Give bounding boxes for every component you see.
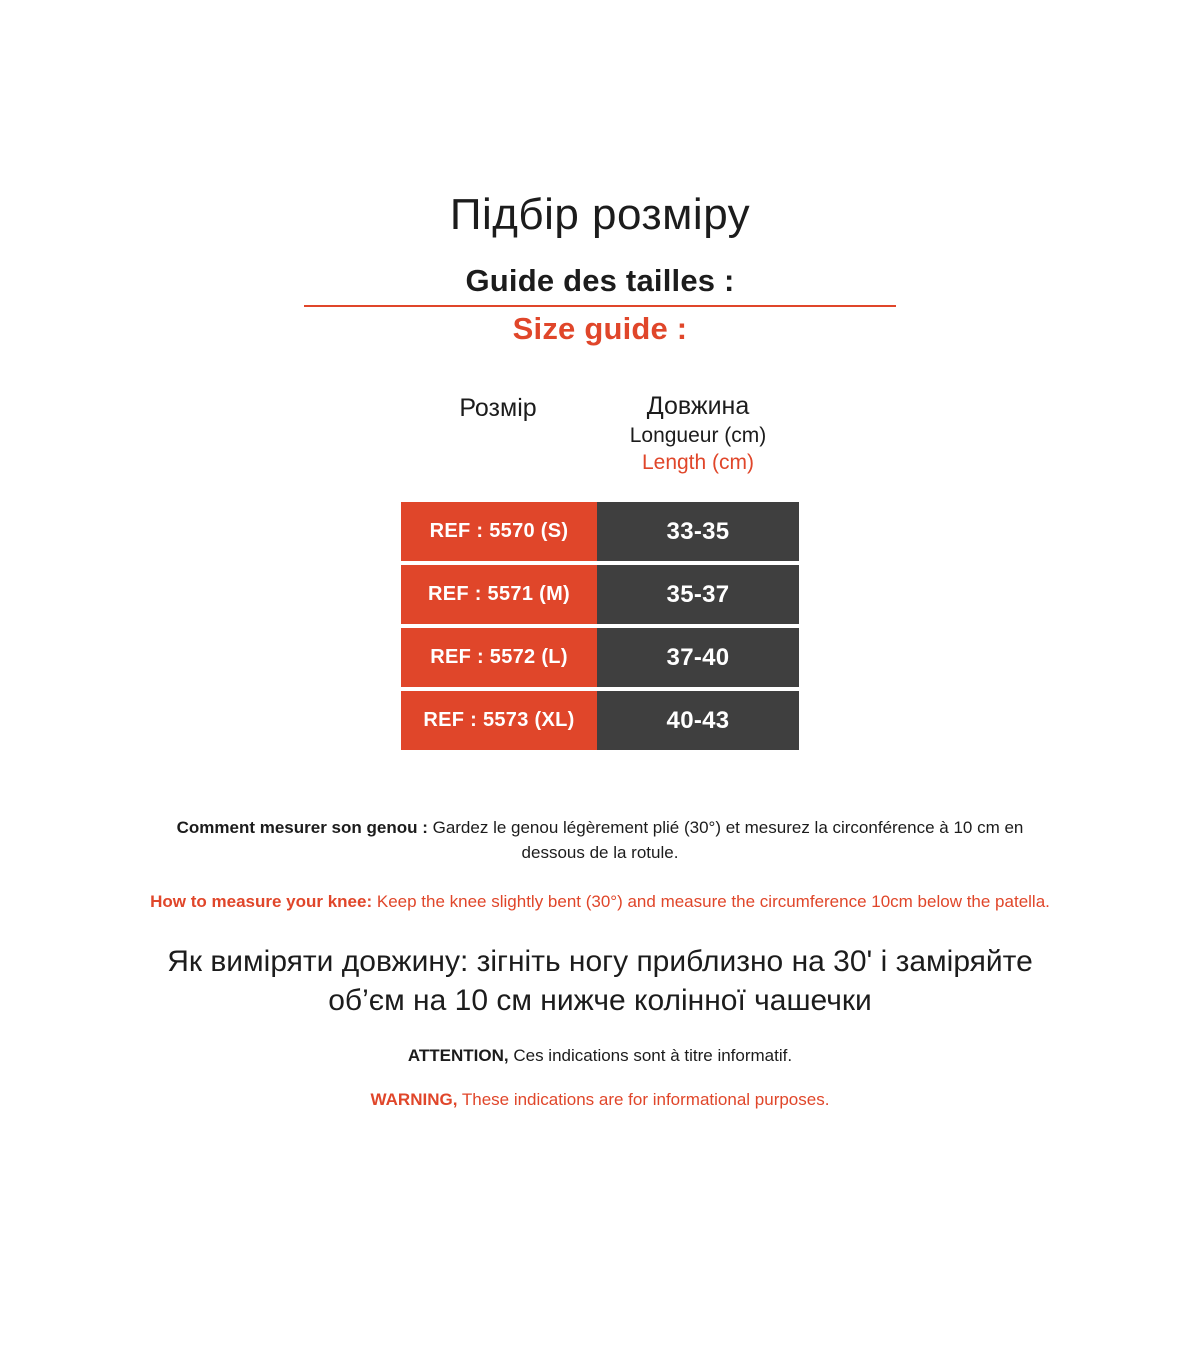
table-row [400,628,800,687]
title-divider [304,305,896,307]
header-size-ua: Розмір [459,393,537,422]
page-title-ua: Підбір розміру [449,190,751,239]
table-header-length [596,391,800,477]
cell-ref: REF : 5571 (M) [401,565,597,624]
header-length-ua: Довжина [646,391,750,420]
note-measure-en-body: Keep the knee slightly bent (30°) and measure the circumference 10cm below the patella. [372,891,1050,911]
note-measure-en [150,890,1050,915]
page-title-en: Size guide : [512,310,688,346]
cell-length: 33-35 [597,502,799,561]
table-row [400,691,800,750]
attention-en-body: These indications are for informational purposes. [457,1090,830,1110]
attention-en [0,1090,1200,1110]
cell-ref: REF : 5573 (XL) [401,691,597,750]
note-measure-fr [160,816,1040,865]
attention-en-lead: WARNING, [370,1090,458,1110]
size-table [400,391,800,751]
attention-fr-lead: ATTENTION, [407,1046,509,1066]
page-title-fr: Guide des tailles : [465,262,735,298]
table-header-row [400,391,800,477]
cell-ref: REF : 5570 (S) [401,502,597,561]
note-measure-ua: Як виміряти довжину: зігніть ногу приблизно на 30' і заміряйте об’єм на 10 см нижче колінної чашечки [167,945,1033,1018]
cell-ref: REF : 5572 (L) [401,628,597,687]
attention-fr [0,1046,1200,1066]
table-header-size [400,391,596,424]
header-length-en: Length (cm) [641,451,755,475]
note-measure-fr-lead: Comment mesurer son genou : [176,818,428,838]
note-measure-fr-body: Gardez le genou légèrement plié (30°) et mesurez la circonférence à 10 cm en dessous de la rotule. [427,818,1024,863]
attention-fr-body: Ces indications sont à titre informatif. [508,1046,793,1066]
table-row [400,565,800,624]
title-block [0,0,1200,347]
cell-length: 35-37 [597,565,799,624]
cell-length: 40-43 [597,691,799,750]
note-measure-en-lead: How to measure your knee: [150,891,373,911]
cell-length: 37-40 [597,628,799,687]
table-row [400,502,800,561]
notes-section [0,816,1200,1110]
table-body [400,502,800,750]
header-length-fr: Longueur (cm) [629,423,767,447]
